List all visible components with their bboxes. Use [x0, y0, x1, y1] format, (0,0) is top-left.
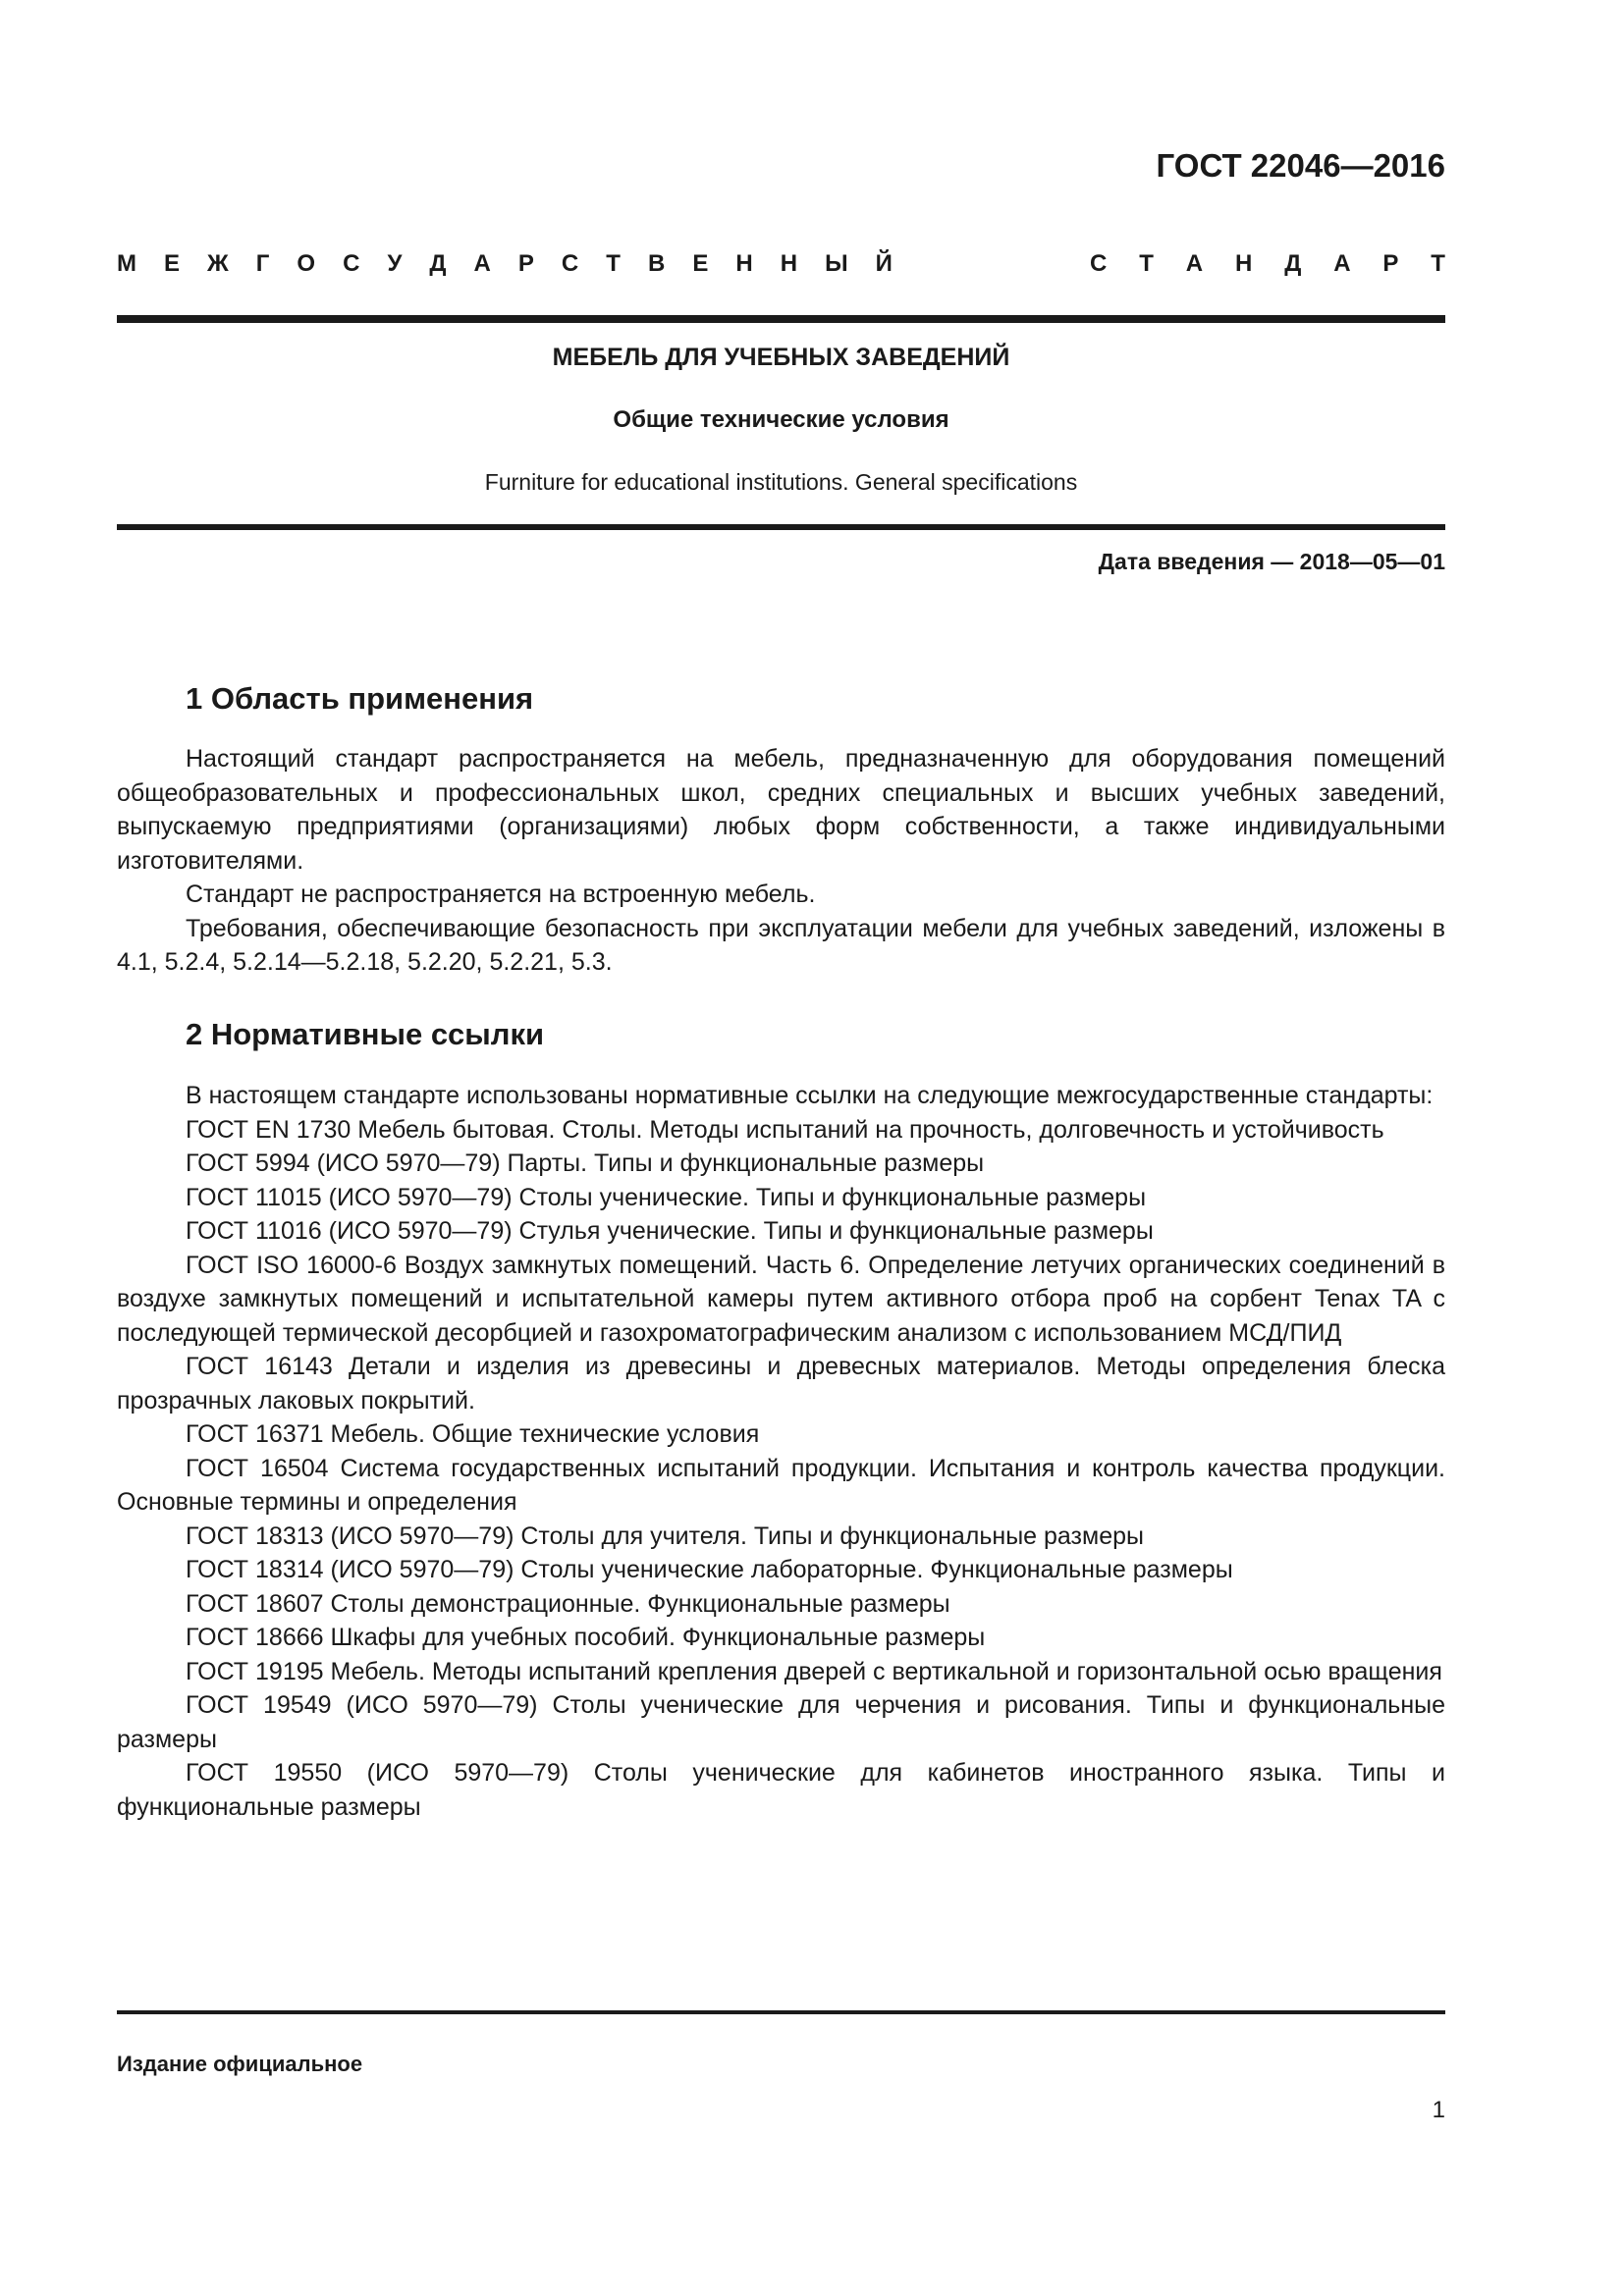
section-1-heading: 1 Область применения [186, 681, 534, 716]
introduction-date: Дата введения — 2018—05—01 [1098, 549, 1445, 574]
standard-kind-word-1: М Е Ж Г О С У Д А Р С Т В Е Н Н Ы Й [117, 250, 893, 277]
paragraph: Стандарт не распространяется на встроенную мебель. [186, 881, 816, 908]
section-2-body [117, 1079, 1445, 1824]
reference-item: ГОСТ 11016 (ИСО 5970—79) Стулья ученические. Типы и функциональные размеры [186, 1217, 1154, 1245]
paragraph: Настоящий стандарт распространяется на мебель, предназначенную для оборудования помещений общеобразовательных и профессиональных школ, средних специальных и высших учебных заведений, выпускаемую предприятиями (организациями) любых форм собственности, а также индивидуальными изготовителями. [117, 745, 1445, 875]
reference-item: ГОСТ 18607 Столы демонстрационные. Функциональные размеры [186, 1589, 950, 1618]
page-number: 1 [1432, 2097, 1445, 2123]
reference-item: ГОСТ 11015 (ИСО 5970—79) Столы ученические. Типы и функциональные размеры [186, 1183, 1147, 1211]
reference-item: ГОСТ 16143 Детали и изделия из древесины и древесных материалов. Методы определения блеска прозрачных лаковых покрытий. [117, 1353, 1445, 1415]
section-2-heading: 2 Нормативные ссылки [186, 1017, 545, 1051]
footer-rule [117, 2010, 1445, 2014]
reference-item: ГОСТ 16371 Мебель. Общие технические условия [186, 1420, 760, 1448]
reference-item: ГОСТ 19549 (ИСО 5970—79) Столы ученические для черчения и рисования. Типы и функциональные размеры [117, 1691, 1445, 1753]
reference-item: ГОСТ ISO 16000-6 Воздух замкнутых помещений. Часть 6. Определение летучих органических соединений в воздухе замкнутых помещений и испытательной камеры путем активного отбора проб на сорбент Tenax TA с последующей термической десорбцией и газохроматографическим анализом с использованием МСД/ПИД [117, 1251, 1445, 1347]
standard-kind-word-2: С Т А Н Д А Р Т [1090, 250, 1445, 277]
reference-item: ГОСТ 5994 (ИСО 5970—79) Парты. Типы и функциональные размеры [186, 1149, 985, 1177]
section-1-body [117, 742, 1445, 980]
reference-item: ГОСТ EN 1730 Мебель бытовая. Столы. Методы испытаний на прочность, долговечность и устойчивость [186, 1115, 1384, 1144]
reference-item: ГОСТ 18666 Шкафы для учебных пособий. Функциональные размеры [186, 1624, 986, 1651]
edition-label: Издание официальное [117, 2052, 363, 2076]
document-subtitle: Общие технические условия [613, 406, 949, 433]
document-title: МЕБЕЛЬ ДЛЯ УЧЕБНЫХ ЗАВЕДЕНИЙ [552, 344, 1010, 371]
english-title: Furniture for educational institutions. General specifications [484, 469, 1078, 495]
standard-kind [117, 250, 1445, 278]
reference-item: ГОСТ 19195 Мебель. Методы испытаний крепления дверей с вертикальной и горизонтальной осью вращения [186, 1657, 1442, 1685]
reference-item: ГОСТ 18313 (ИСО 5970—79) Столы для учителя. Типы и функциональные размеры [186, 1522, 1144, 1550]
reference-item: ГОСТ 18314 (ИСО 5970—79) Столы ученические лабораторные. Функциональные размеры [186, 1556, 1233, 1583]
paragraph: В настоящем стандарте использованы нормативные ссылки на следующие межгосударственные стандарты: [186, 1082, 1434, 1109]
paragraph: Требования, обеспечивающие безопасность при эксплуатации мебели для учебных заведений, изложены в 4.1, 5.2.4, 5.2.14—5.2.18, 5.2.20, 5.2.21, 5.3. [117, 914, 1445, 976]
title-rule [117, 524, 1445, 530]
reference-item: ГОСТ 16504 Система государственных испытаний продукции. Испытания и контроль качества продукции. Основные термины и определения [117, 1454, 1445, 1516]
header-rule [117, 315, 1445, 323]
standard-number: ГОСТ 22046—2016 [1156, 147, 1445, 184]
reference-item: ГОСТ 19550 (ИСО 5970—79) Столы ученические для кабинетов иностранного языка. Типы и функциональные размеры [117, 1759, 1445, 1821]
